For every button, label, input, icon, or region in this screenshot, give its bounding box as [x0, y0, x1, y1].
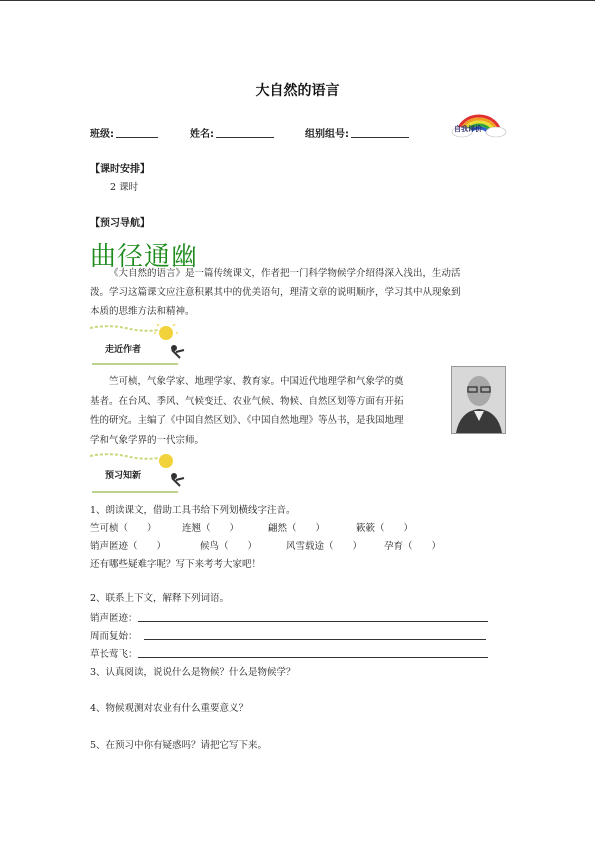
author-line: 竺可桢，气象学家、地理学家、教育家。中国近代地理学和气象学的奠	[109, 376, 404, 387]
name-label: 姓名:	[190, 129, 214, 140]
page-title: 大自然的语言	[255, 83, 340, 99]
intro-paragraph	[90, 264, 502, 321]
schedule-heading: 【课时安排】	[90, 164, 150, 175]
top-border	[0, 0, 595, 1]
term-row	[90, 628, 486, 642]
author-badge	[90, 324, 190, 368]
class-blank[interactable]	[116, 127, 158, 138]
guide-heading: 【预习导航】	[90, 218, 150, 229]
class-label: 班级:	[90, 129, 114, 140]
term-row	[90, 646, 488, 660]
answer-line[interactable]	[138, 648, 488, 658]
pinyin-item[interactable]: 孕育（ ）	[384, 541, 442, 552]
intro-line: 本质的思维方法和精神。	[90, 306, 195, 317]
pinyin-item[interactable]: 风雪载途（ ）	[286, 541, 363, 552]
pinyin-item[interactable]: 候鸟（ ）	[200, 541, 258, 552]
schedule-value: 2 课时	[110, 182, 139, 193]
question-4: 4、物候观测对农业有什么重要意义？	[90, 703, 249, 714]
name-blank[interactable]	[216, 127, 274, 138]
author-badge-label: 走近作者	[105, 345, 142, 355]
group-label: 组别组号:	[305, 129, 349, 140]
question-3: 3、认真阅读，说说什么是物候？什么是物候学？	[90, 667, 296, 678]
author-paragraph	[90, 372, 438, 450]
class-field	[90, 125, 158, 140]
pinyin-item[interactable]: 销声匿迹（ ）	[90, 541, 167, 552]
big-title: 曲径通幽	[90, 242, 199, 272]
term-row	[90, 610, 488, 624]
group-field	[305, 125, 409, 140]
question-5: 5、在预习中你有疑惑吗？请把它写下来。	[90, 740, 268, 751]
question-1: 1、朗读课文，借助工具书给下列划横线字注音。	[90, 505, 296, 516]
preview-badge-label: 预习知新	[105, 471, 142, 481]
answer-line[interactable]	[138, 612, 488, 622]
logo-text: 自我评价	[454, 125, 482, 133]
author-photo	[451, 366, 506, 434]
term-label: 草长莺飞：	[90, 649, 138, 660]
group-blank[interactable]	[351, 127, 409, 138]
pinyin-row-1	[90, 520, 510, 534]
portrait-icon	[452, 367, 505, 433]
answer-line[interactable]	[144, 630, 486, 640]
intro-line: 《大自然的语言》是一篇传统课文，作者把一门科学物候学介绍得深入浅出，生动活	[109, 268, 461, 279]
pinyin-row-2	[90, 538, 510, 552]
pinyin-item[interactable]: 翩然（ ）	[268, 523, 326, 534]
term-label: 周而复始：	[90, 631, 138, 642]
pinyin-item[interactable]: 竺可桢（ ）	[90, 523, 157, 534]
author-line: 基者。在台风、季风、气候变迁、农业气候、物候、自然区划等方面有开拓	[90, 395, 404, 407]
pinyin-item[interactable]: 连翘（ ）	[182, 523, 240, 534]
name-field	[190, 125, 274, 140]
pinyin-item[interactable]: 簌簌（ ）	[356, 523, 414, 534]
term-label: 销声匿迹：	[90, 613, 138, 624]
question-1-extra: 还有哪些疑难字呢？写下来考考大家吧！	[90, 559, 262, 570]
question-2: 2、联系上下文，解释下列词语。	[90, 593, 230, 604]
intro-line: 泼。学习这篇课文应注意积累其中的优美语句，理清文章的说明顺序，学习其中从现象到	[90, 287, 461, 298]
author-line: 性的研究。主编了《中国自然区划》、《中国自然地理》等丛书，是我国地理	[90, 415, 404, 426]
preview-badge	[90, 452, 190, 496]
author-line: 学和气象学界的一代宗师。	[90, 434, 205, 446]
self-evaluation-logo	[450, 110, 508, 140]
